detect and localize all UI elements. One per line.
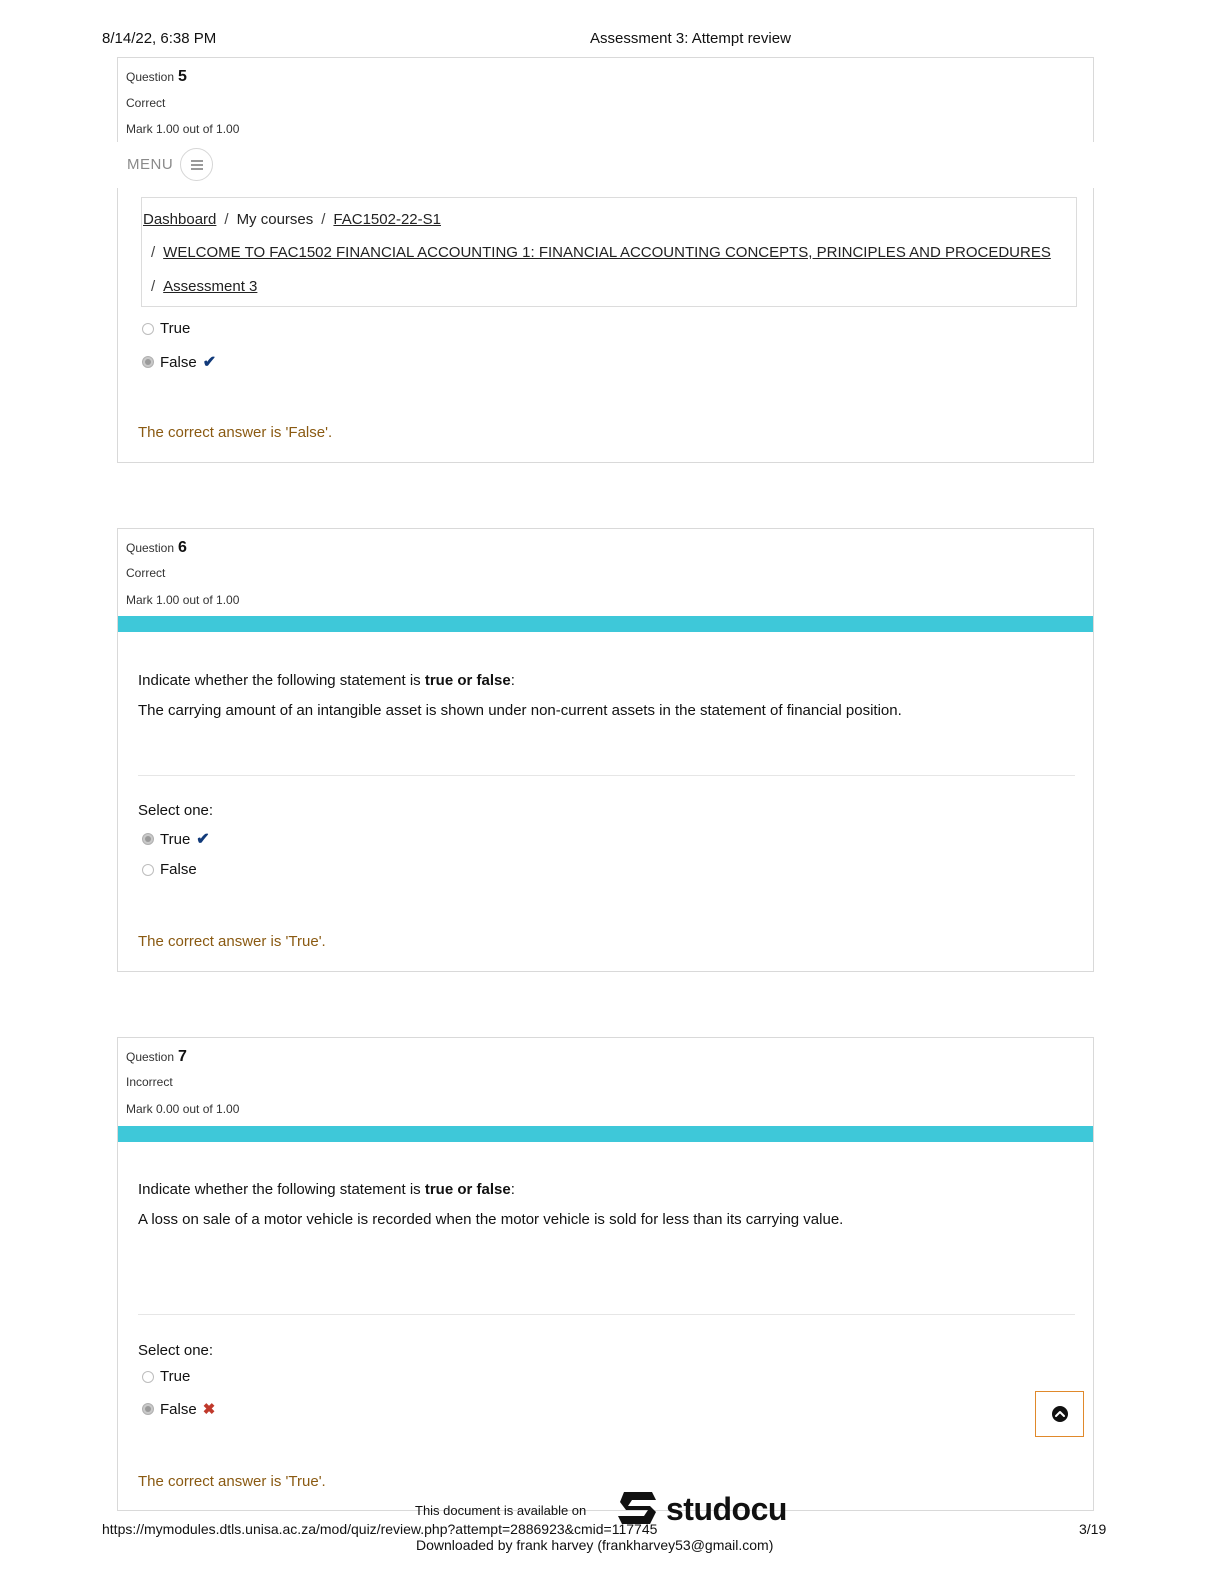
breadcrumb	[141, 197, 1077, 307]
question-instruction	[138, 1181, 515, 1198]
downloaded-by-text: Downloaded by frank harvey (frankharvey53@gmail.com)	[416, 1537, 774, 1553]
question-label: Question	[126, 541, 175, 555]
question-number: 6	[178, 539, 187, 556]
question-7-header	[126, 1048, 187, 1066]
available-on-text: This document is available on	[415, 1503, 587, 1518]
page-url: https://mymodules.dtls.unisa.ac.za/mod/quiz/review.php?attempt=2886923&cmid=117745	[102, 1521, 658, 1537]
hamburger-menu-button[interactable]	[180, 148, 213, 181]
question-label: Question	[126, 70, 175, 84]
studocu-wordmark: studocu	[666, 1490, 787, 1527]
breadcrumb-assessment-link[interactable]: Assessment 3	[163, 278, 258, 295]
question-label: Question	[126, 1050, 175, 1064]
radio-button[interactable]	[142, 1371, 154, 1383]
question-number: 7	[178, 1048, 187, 1065]
radio-button[interactable]	[142, 323, 154, 335]
question-status: Incorrect	[126, 1075, 173, 1089]
select-one-label: Select one:	[138, 1342, 214, 1359]
question-7-card	[117, 1037, 1094, 1511]
breadcrumb-separator: /	[224, 211, 229, 228]
instruction-colon: :	[510, 672, 515, 689]
page-number: 3/19	[1079, 1521, 1107, 1537]
print-datetime: 8/14/22, 6:38 PM	[102, 30, 217, 47]
question-accent-bar	[118, 616, 1093, 632]
correct-answer-feedback: The correct answer is 'True'.	[138, 933, 326, 950]
menu-bar	[117, 142, 1094, 188]
answer-option-true[interactable]	[142, 320, 190, 337]
breadcrumb-separator: /	[151, 244, 156, 261]
breadcrumb-my-courses[interactable]: My courses	[236, 211, 314, 228]
instruction-colon: :	[510, 1181, 515, 1198]
question-statement: A loss on sale of a motor vehicle is recorded when the motor vehicle is sold for less than its carrying value.	[138, 1211, 844, 1228]
question-status: Correct	[126, 96, 166, 110]
answer-option-true[interactable]	[142, 1368, 190, 1385]
question-statement: The carrying amount of an intangible asset is shown under non-current assets in the statement of financial position.	[138, 702, 902, 719]
correct-answer-feedback: The correct answer is 'False'.	[138, 424, 333, 441]
question-mark: Mark 1.00 out of 1.00	[126, 593, 240, 607]
option-label: True	[160, 1368, 191, 1385]
radio-button[interactable]	[142, 1403, 154, 1415]
breadcrumb-course-link[interactable]: FAC1502-22-S1	[333, 211, 441, 228]
question-mark: Mark 1.00 out of 1.00	[126, 122, 240, 136]
answer-option-false[interactable]	[142, 352, 216, 372]
question-instruction	[138, 672, 515, 689]
menu-label: MENU	[127, 156, 174, 173]
answer-option-false[interactable]	[142, 861, 197, 878]
option-label: False	[160, 861, 197, 878]
answer-option-false[interactable]	[142, 1400, 215, 1418]
radio-button[interactable]	[142, 833, 154, 845]
correct-answer-feedback: The correct answer is 'True'.	[138, 1473, 326, 1490]
instruction-emphasis: true or false	[424, 672, 511, 689]
instruction-emphasis: true or false	[424, 1181, 511, 1198]
divider	[138, 1314, 1075, 1315]
scroll-to-top-button[interactable]	[1035, 1391, 1084, 1437]
radio-button[interactable]	[142, 356, 154, 368]
question-accent-bar	[118, 1126, 1093, 1142]
hamburger-icon	[191, 164, 203, 166]
checkmark-icon: ✔	[202, 354, 217, 371]
question-5-header	[126, 68, 187, 86]
breadcrumb-section-link[interactable]: WELCOME TO FAC1502 FINANCIAL ACCOUNTING 1: FINANCIAL ACCOUNTING CONCEPTS, PRINCIPLES AND PROCEDURES	[163, 244, 1051, 261]
option-label: True	[160, 320, 191, 337]
instruction-text: Indicate whether the following statement is	[138, 1181, 425, 1198]
breadcrumb-separator: /	[321, 211, 326, 228]
radio-button[interactable]	[142, 864, 154, 876]
checkmark-icon: ✔	[196, 831, 210, 848]
option-label: False	[160, 1400, 197, 1418]
chevron-up-circle-icon	[1051, 1405, 1069, 1423]
question-number: 5	[178, 68, 187, 85]
cross-icon: ✖	[202, 1401, 216, 1418]
print-page-title: Assessment 3: Attempt review	[590, 30, 791, 47]
divider	[138, 775, 1075, 776]
breadcrumb-dashboard-link[interactable]: Dashboard	[143, 211, 217, 228]
instruction-text: Indicate whether the following statement is	[138, 672, 425, 689]
question-status: Correct	[126, 566, 166, 580]
question-mark: Mark 0.00 out of 1.00	[126, 1102, 240, 1116]
answer-option-true[interactable]	[142, 829, 210, 849]
question-6-header	[126, 539, 187, 557]
question-6-card	[117, 528, 1094, 972]
select-one-label: Select one:	[138, 802, 214, 819]
option-label: True	[160, 830, 191, 848]
breadcrumb-separator: /	[151, 278, 156, 295]
option-label: False	[160, 353, 197, 371]
